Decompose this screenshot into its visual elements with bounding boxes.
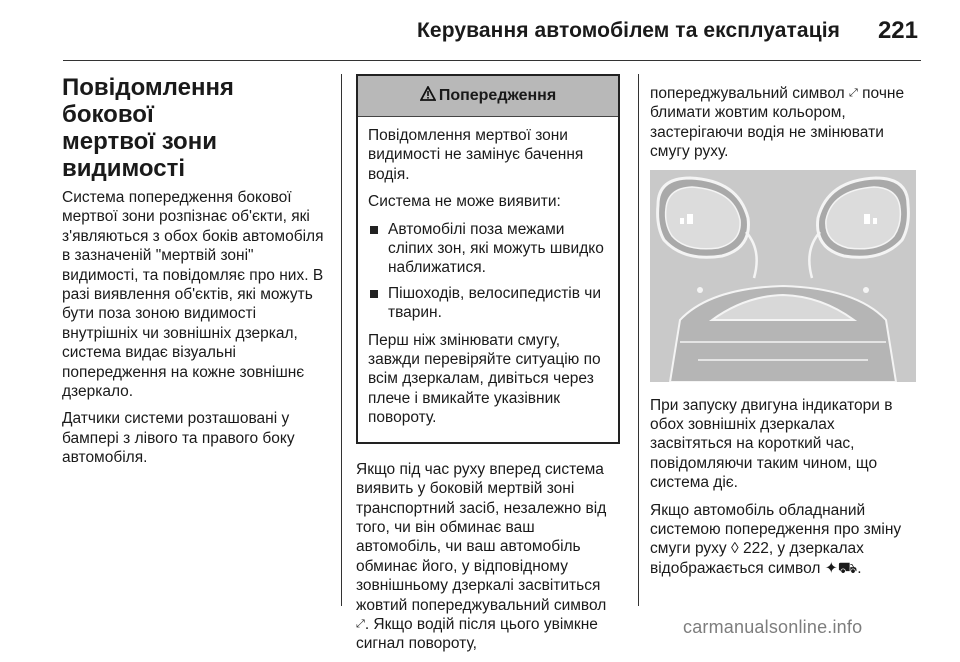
page-reference-arrow-icon: ◊ bbox=[730, 540, 739, 558]
watermark-text: carmanualsonline.info bbox=[683, 617, 863, 637]
column-3 bbox=[650, 84, 916, 586]
startup-paragraph: При запуску двигуна індикатори в обох зовнішніх дзеркалах засвітяться на короткий час, повідомляючи таким чином, що система діє. bbox=[650, 396, 893, 492]
header-divider bbox=[63, 60, 921, 61]
column-2-text bbox=[356, 460, 622, 654]
warning-title: Попередження bbox=[438, 87, 557, 104]
column-2 bbox=[356, 74, 622, 662]
page-reference-link[interactable]: 222, у дзеркалах відображається символ bbox=[650, 540, 864, 577]
section-heading-line1: Повідомлення бокової bbox=[62, 74, 234, 128]
column-divider-1 bbox=[341, 74, 342, 606]
warning-bullet-list bbox=[368, 220, 608, 323]
mirror-illustration bbox=[650, 170, 916, 382]
lane-change-symbol-icon: ✦⛟ bbox=[824, 559, 858, 577]
page-header bbox=[0, 0, 960, 60]
column-1 bbox=[62, 74, 328, 476]
bullet-square-icon bbox=[370, 226, 378, 234]
warning-text-3: Перш ніж змінювати смугу, завжди перевіряйте ситуацію по всім дзеркалам, дивіться через плече і вмикайте указівник повороту. bbox=[368, 331, 601, 427]
list-item: Автомобілі поза межами сліпих зон, які можуть швидко наближатися. bbox=[368, 220, 608, 278]
warning-header bbox=[358, 76, 618, 117]
column-divider-2 bbox=[638, 74, 639, 606]
blink-paragraph: попереджувальний символ ⤢ почне блимати жовтим кольором, застерігаючи водія не змінювати смугу руху. bbox=[650, 85, 905, 161]
intro-paragraph: Система попередження бокової мертвої зони розпізнає об'єкти, які з'являються з обох боків автомобіля в зазначеній "мертвій зоні" видимості, та повідомляє про них. В разі виявлення об'єктів, які можуть бути поза зоною видимості внутрішніх чи зовнішніх дзеркал, система видає візуальні попередження на кожне зовнішнє дзеркало. bbox=[62, 189, 324, 401]
warning-text-2: Система не може виявити: bbox=[368, 193, 561, 211]
list-item: Пішоходів, велосипедистів чи тварин. bbox=[368, 284, 608, 323]
page-number: 221 bbox=[877, 17, 918, 44]
bullet-square-icon bbox=[370, 290, 378, 298]
detection-paragraph: Якщо під час руху вперед система виявить у боковій мертвій зоні транспортний засіб, незалежно від того, чи він обминає ваш автомобіль, чи ваш автомобіль обминає його, у відповідному зовнішньому дзеркалі засвітиться жовтий попереджувальний символ ⤢. Якщо водій після цього увімкне сигнал повороту, bbox=[356, 460, 607, 653]
blind-spot-symbol-icon: ⤢ bbox=[849, 87, 858, 99]
warning-text-1: Повідомлення мертвої зони видимості не замінує бачення водія. bbox=[368, 127, 584, 183]
section-heading bbox=[62, 74, 328, 182]
warning-body bbox=[358, 117, 618, 442]
lane-change-paragraph: Якщо автомобіль обладнаний системою попередження про зміну смуги руху ◊ 222, у дзеркалах відображається символ ✦⛟. bbox=[650, 501, 902, 577]
sensors-paragraph: Датчики системи розташовані у бампері з лівого та правого боку автомобіля. bbox=[62, 410, 295, 467]
section-heading-line2: мертвої зони видимості bbox=[62, 128, 217, 182]
running-title: Керування автомобілем та експлуатація bbox=[417, 19, 840, 42]
warning-box bbox=[356, 74, 620, 444]
blind-spot-symbol-icon: ⤢ bbox=[356, 617, 365, 630]
warning-triangle-icon bbox=[420, 86, 436, 106]
